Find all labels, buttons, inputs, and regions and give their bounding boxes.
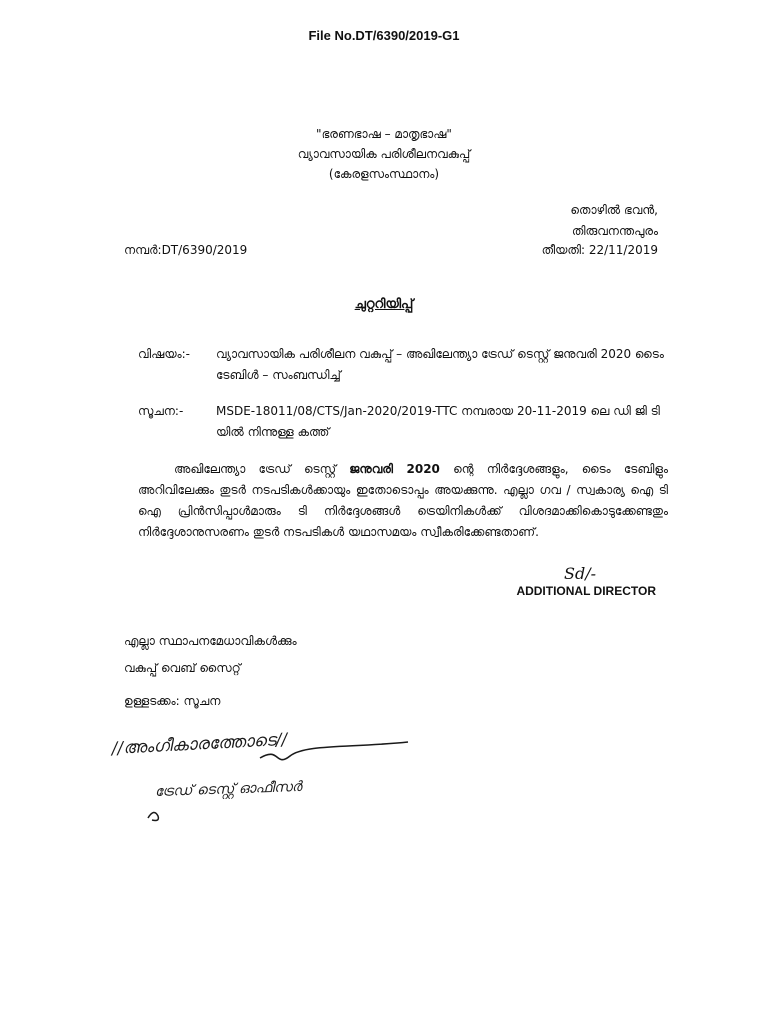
handwritten-line-2: ട്രേഡ് ടെസ്റ്റ് ഓഫീസർ [154,778,303,800]
address-line-2: തിരുവനന്തപുരം [571,224,658,238]
recipients-block [124,628,297,682]
body-text-start: അഖിലേന്ത്യാ ട്രേഡ് ടെസ്റ്റ് [174,462,350,476]
reference-text: MSDE-18011/08/CTS/Jan-2020/2019-TTC നമ്പരായ 20-11-2019 ലെ ഡി ജി ടി യിൽ നിന്നുള്ള കത്ത് [216,404,660,439]
department-header [0,124,768,184]
circular-heading: ചുറ്ററിയിപ്പ് [354,297,414,312]
recipient-1: എല്ലാ സ്ഥാപനമേധാവികൾക്കും [124,634,297,648]
handwritten-endorsement [110,718,440,828]
subject-row [138,344,668,386]
enclosure-line: ഉള്ളടക്കം: സൂചന [124,694,221,708]
recipient-2: വകുപ്പ് വെബ് സൈറ്റ് [124,661,241,675]
reference-label: സൂചന:- [138,404,184,418]
file-number: File No.DT/6390/2019-G1 [308,28,460,43]
body-paragraph [138,459,668,543]
header-department: വ്യാവസായിക പരിശീലനവകുപ്പ് [297,147,471,161]
office-address [570,200,658,242]
signatory-designation: ADDITIONAL DIRECTOR [516,584,656,598]
handwritten-initial [148,812,158,820]
subject-label: വിഷയം:- [138,347,190,361]
body-text-end: ന്റെ നിർദ്ദേശങ്ങളും, ടൈം ടേബിളും അറിവിലേക്കും തുടർ നടപടികൾക്കായും ഇതോടൊപ്പം അയക്കുന്നു. എല്ലാ ഗവ / സ്വകാര്യ ഐ ടി ഐ പ്രിൻസിപ്പാൾമാരും ടി നിർദ്ദേശങ്ങൾ ട്രെയിനികൾക്ക് വിശദമാക്കികൊടുക്കേണ്ടതും നിർദ്ദേശാനുസരണം തുടർ നടപടികൾ യഥാസമയം സ്വീകരിക്കേണ്ടതാണ്. [138,462,668,539]
subject-text: വ്യാവസായിക പരിശീലന വകുപ്പ് – അഖിലേന്ത്യാ ട്രേഡ് ടെസ്റ്റ് ജനുവരി 2020 ടൈം ടേബിൾ – സംബന്ധിച്ച് [216,347,664,382]
address-line-1: തൊഴിൽ ഭവൻ, [570,203,658,217]
reference-number: നമ്പർ:DT/6390/2019 [124,243,248,257]
reference-row [138,401,668,443]
header-state: (കേരളസംസ്ഥാനം) [328,167,440,181]
header-motto: "ഭരണഭാഷ – മാതൃഭാഷ" [316,127,452,141]
handwritten-line-1: //അംഗീകാരത്തോടെ// [111,729,288,759]
body-emphasis: ജനുവരി 2020 [349,462,440,476]
document-date: തീയതി: 22/11/2019 [541,243,658,257]
signature-mark: Sd/- [564,564,596,583]
